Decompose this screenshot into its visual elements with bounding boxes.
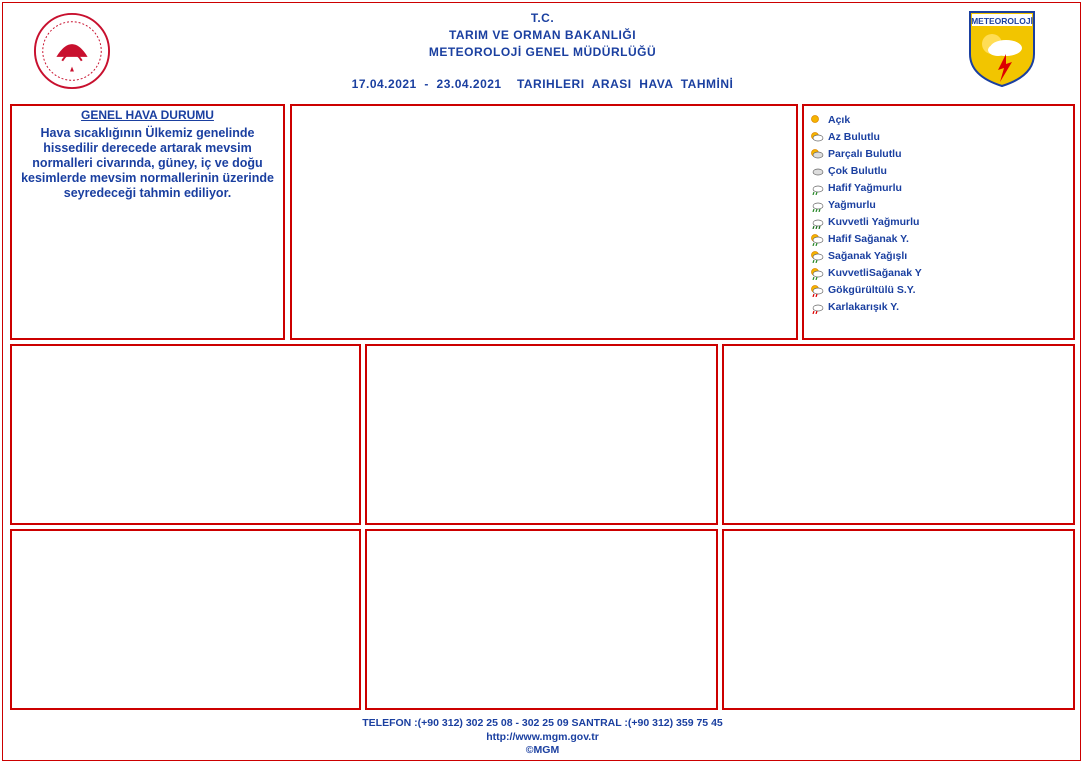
legend-label: Sağanak Yağışlı — [828, 250, 908, 262]
light-shower-icon — [810, 233, 824, 246]
footer-copyright: ©MGM — [525, 744, 560, 756]
legend-label: Kuvvetli Yağmurlu — [828, 216, 920, 228]
general-weather-text: Hava sıcaklığının Ülkemiz genelinde hissedilir derecede artarak mevsim normalleri civarında, güney, iç ve doğu kesimlerde mevsim normallerinin üzerinde seyredeceği tahmin ediliyor. — [21, 126, 274, 200]
legend-item — [810, 214, 919, 230]
sun-icon — [810, 114, 824, 127]
legend-item — [810, 197, 876, 213]
legend-item — [810, 248, 907, 264]
legend-label: Karlakarışık Y. — [828, 301, 900, 313]
map-panel-day1 — [290, 104, 798, 340]
legend-box — [802, 104, 1075, 340]
header-ministry: TARIM VE ORMAN BAKANLIĞI — [448, 28, 637, 42]
heavy-rain-icon — [810, 216, 824, 229]
legend-label: Açık — [828, 114, 851, 126]
map-panel-day5 — [10, 529, 361, 710]
sleet-icon — [810, 301, 824, 314]
map-panel-day7 — [722, 529, 1075, 710]
legend-label: Çok Bulutlu — [828, 165, 887, 177]
legend-item — [810, 282, 916, 298]
legend-item — [810, 299, 899, 315]
legend-item — [810, 112, 850, 128]
legend-item — [810, 180, 902, 196]
header-date-range: 17.04.2021 - 23.04.2021 TARIHLERI ARASI HAVA TAHMİNİ — [351, 77, 734, 91]
legend-item — [810, 231, 909, 247]
meteoroloji-logo-icon — [968, 10, 1036, 88]
legend-label: Hafif Yağmurlu — [828, 182, 902, 194]
legend-item — [810, 146, 902, 162]
footer-phone: TELEFON :(+90 312) 302 25 08 - 302 25 09 SANTRAL :(+90 312) 359 75 45 — [362, 717, 723, 729]
legend-item — [810, 129, 880, 145]
header-directorate: METEOROLOJİ GENEL MÜDÜRLÜĞÜ — [428, 45, 657, 59]
map-panel-day3 — [365, 344, 718, 525]
header-line1: T.C. — [530, 11, 555, 25]
cloudy-icon — [810, 165, 824, 178]
legend-item — [810, 163, 887, 179]
map-panel-day6 — [365, 529, 718, 710]
legend-label: Gökgürültülü S.Y. — [828, 284, 916, 296]
rain-icon — [810, 199, 824, 212]
general-weather-box — [10, 104, 285, 340]
shower-icon — [810, 250, 824, 263]
partly-cloudy-icon — [810, 148, 824, 161]
legend-label: KuvvetliSağanak Y — [828, 267, 922, 279]
legend-label: Yağmurlu — [828, 199, 876, 211]
legend-item — [810, 265, 922, 281]
legend-label: Parçalı Bulutlu — [828, 148, 902, 160]
map-panel-day4 — [722, 344, 1075, 525]
logo-text: METEOROLOJİ — [971, 16, 1033, 26]
light-rain-icon — [810, 182, 824, 195]
sun-small-cloud-icon — [810, 131, 824, 144]
map-panel-day2 — [10, 344, 361, 525]
general-weather-title: GENEL HAVA DURUMU — [81, 108, 214, 122]
thunderstorm-icon — [810, 284, 824, 297]
legend-label: Az Bulutlu — [828, 131, 880, 143]
legend-label: Hafif Sağanak Y. — [828, 233, 909, 245]
footer-website[interactable]: http://www.mgm.gov.tr — [486, 731, 599, 743]
heavy-shower-icon — [810, 267, 824, 280]
